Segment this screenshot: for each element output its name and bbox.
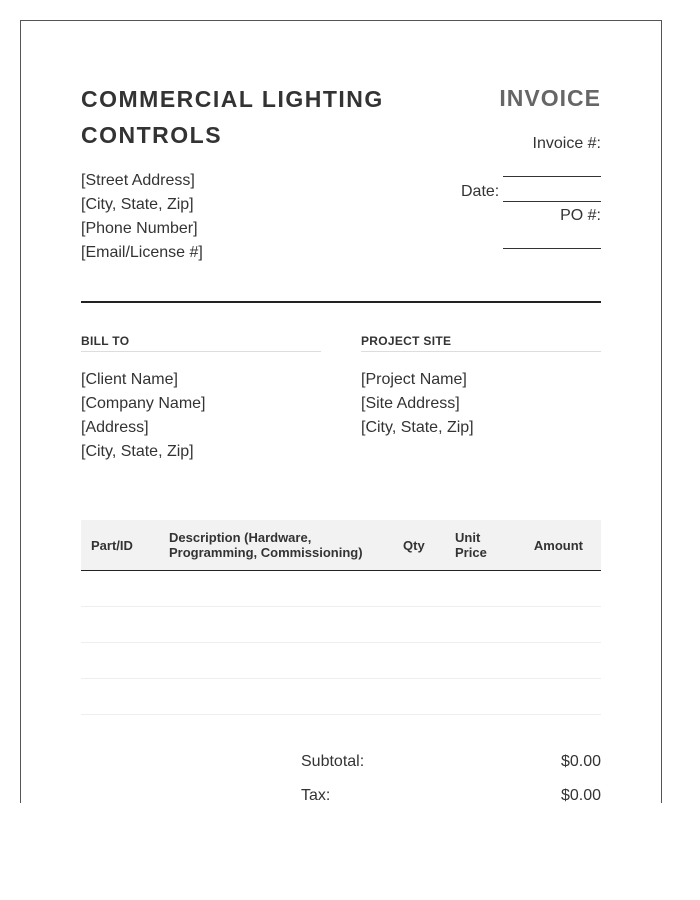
table-row	[81, 679, 601, 715]
table-row	[81, 571, 601, 607]
column-header-amount: Amount	[523, 520, 601, 571]
qty-cell[interactable]	[393, 643, 445, 679]
invoice-page	[20, 20, 662, 803]
unit-price-cell[interactable]	[445, 571, 523, 607]
company-name-line-1: COMMERCIAL LIGHTING	[81, 86, 384, 112]
po-number-label: PO #:	[560, 207, 601, 224]
part-cell[interactable]	[81, 643, 159, 679]
subtotal-value: $0.00	[560, 753, 601, 770]
bill-to-address: [Address]	[81, 419, 149, 436]
company-phone: [Phone Number]	[81, 220, 198, 237]
subtotal-label: Subtotal:	[301, 753, 365, 770]
column-header-description: Description (Hardware, Programming, Commissioning)	[159, 520, 393, 571]
company-name	[81, 81, 441, 153]
tax-label: Tax:	[301, 787, 331, 803]
table-row	[81, 643, 601, 679]
qty-cell[interactable]	[393, 607, 445, 643]
column-header-part-id: Part/ID	[81, 520, 159, 571]
po-number-field[interactable]	[503, 248, 601, 249]
bill-to-city-state-zip: [City, State, Zip]	[81, 443, 194, 460]
description-cell[interactable]	[159, 643, 393, 679]
project-site-heading: PROJECT SITE	[361, 334, 601, 352]
amount-cell[interactable]	[523, 607, 601, 643]
project-site-block	[361, 368, 474, 440]
date-label: Date:	[461, 183, 500, 200]
project-site-name: [Project Name]	[361, 371, 467, 388]
description-cell[interactable]	[159, 571, 393, 607]
bill-to-company-name: [Company Name]	[81, 395, 206, 412]
bill-to-block	[81, 368, 206, 464]
tax-value: $0.00	[560, 787, 601, 803]
line-items-table	[81, 520, 601, 715]
description-cell[interactable]	[159, 679, 393, 715]
company-city-state-zip: [City, State, Zip]	[81, 196, 194, 213]
invoice-number-label: Invoice #:	[532, 135, 601, 152]
amount-cell[interactable]	[523, 643, 601, 679]
invoice-number-field[interactable]	[503, 176, 601, 177]
column-header-qty: Qty	[393, 520, 445, 571]
unit-price-cell[interactable]	[445, 643, 523, 679]
project-site-address: [Site Address]	[361, 395, 460, 412]
column-header-unit-price: Unit Price	[445, 520, 523, 571]
part-cell[interactable]	[81, 571, 159, 607]
unit-price-cell[interactable]	[445, 679, 523, 715]
table-row	[81, 607, 601, 643]
company-name-line-2: CONTROLS	[81, 122, 223, 148]
amount-cell[interactable]	[523, 679, 601, 715]
table-header-row	[81, 520, 601, 571]
amount-cell[interactable]	[523, 571, 601, 607]
part-cell[interactable]	[81, 679, 159, 715]
bill-to-client-name: [Client Name]	[81, 371, 178, 388]
bill-to-heading: BILL TO	[81, 334, 321, 352]
project-site-city-state-zip: [City, State, Zip]	[361, 419, 474, 436]
part-cell[interactable]	[81, 607, 159, 643]
company-street-address: [Street Address]	[81, 172, 195, 189]
description-cell[interactable]	[159, 607, 393, 643]
qty-cell[interactable]	[393, 571, 445, 607]
header-divider	[81, 301, 601, 303]
company-email-license: [Email/License #]	[81, 244, 203, 261]
company-address	[81, 169, 203, 265]
date-field[interactable]	[503, 201, 601, 202]
unit-price-cell[interactable]	[445, 607, 523, 643]
qty-cell[interactable]	[393, 679, 445, 715]
invoice-title: INVOICE	[499, 85, 601, 111]
